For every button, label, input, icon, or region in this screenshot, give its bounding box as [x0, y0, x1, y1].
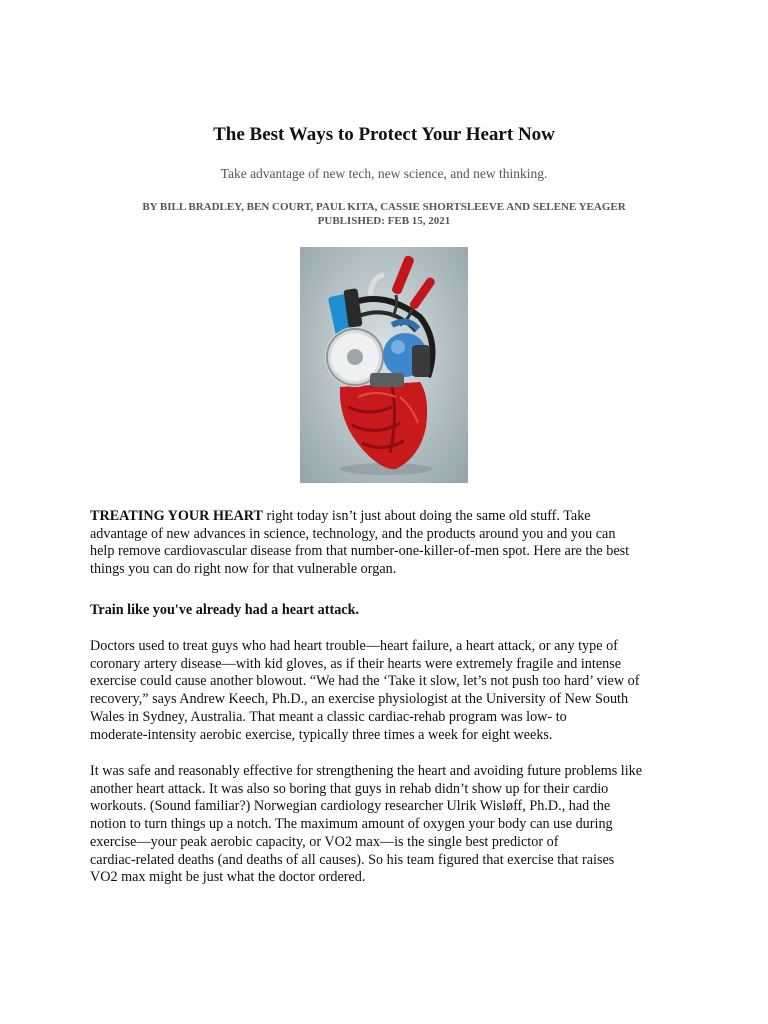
article-subtitle: Take advantage of new tech, new science, and new thinking.: [220, 166, 548, 181]
intro-paragraph: [90, 508, 680, 579]
paragraph-line: It was safe and reasonably effective for strengthening the heart and avoiding future problems like: [90, 763, 643, 779]
intro-line: things you can do right now for that vulnerable organ.: [90, 561, 397, 578]
section-heading: Train like you've already had a heart attack.: [90, 602, 360, 618]
hero-image: [300, 247, 468, 483]
article-byline: [0, 200, 768, 228]
paragraph-line: coronary artery disease—with kid gloves, as if their hearts were extremely fragile and intense: [90, 655, 622, 672]
heart-made-of-fitness-gear-illustration-icon: [300, 247, 468, 483]
paragraph-line: cardiac-related deaths (and deaths of all causes). So his team figured that exercise that raises: [90, 851, 615, 868]
paragraph-line: Wales in Sydney, Australia. That meant a classic cardiac-rehab program was low- to: [90, 708, 567, 725]
article-title: The Best Ways to Protect Your Heart Now: [213, 124, 555, 145]
intro-line: advantage of new advances in science, technology, and the products around you and you can: [90, 525, 616, 542]
paragraph-line: workouts. (Sound familiar?) Norwegian cardiology researcher Ulrik Wisløff, Ph.D., had the: [90, 798, 611, 815]
body-paragraph-2: [90, 763, 680, 887]
intro-line: right today isn’t just about doing the same old stuff. Take: [262, 508, 591, 524]
intro-line: help remove cardiovascular disease from that number-one-killer-of-men spot. Here are the best: [90, 543, 630, 560]
paragraph-line: recovery,” says Andrew Keech, Ph.D., an exercise physiologist at the University of New South: [90, 691, 629, 708]
body-paragraph-1: [90, 638, 680, 744]
paragraph-line: notion to turn things up a notch. The maximum amount of oxygen your body can use during: [90, 816, 613, 833]
paragraph-line: moderate-intensity aerobic exercise, typically three times a week for eight weeks.: [90, 726, 553, 743]
paragraph-line: Doctors used to treat guys who had heart trouble—heart failure, a heart attack, or any type of: [90, 638, 618, 654]
byline-published-date: PUBLISHED: FEB 15, 2021: [317, 215, 451, 227]
intro-lead: TREATING YOUR HEART: [90, 508, 263, 524]
paragraph-line: VO2 max might be just what the doctor ordered.: [90, 869, 366, 886]
paragraph-line: another heart attack. It was also so boring that guys in rehab didn’t show up for their cardio: [90, 780, 609, 797]
paragraph-line: exercise could cause another blowout. “We had the ‘Take it slow, let’s not push too hard’ view of: [90, 673, 640, 690]
byline-authors: BY BILL BRADLEY, BEN COURT, PAUL KITA, CASSIE SHORTSLEEVE AND SELENE YEAGER: [142, 201, 626, 213]
paragraph-line: exercise—your peak aerobic capacity, or VO2 max—is the single best predictor of: [90, 833, 559, 850]
